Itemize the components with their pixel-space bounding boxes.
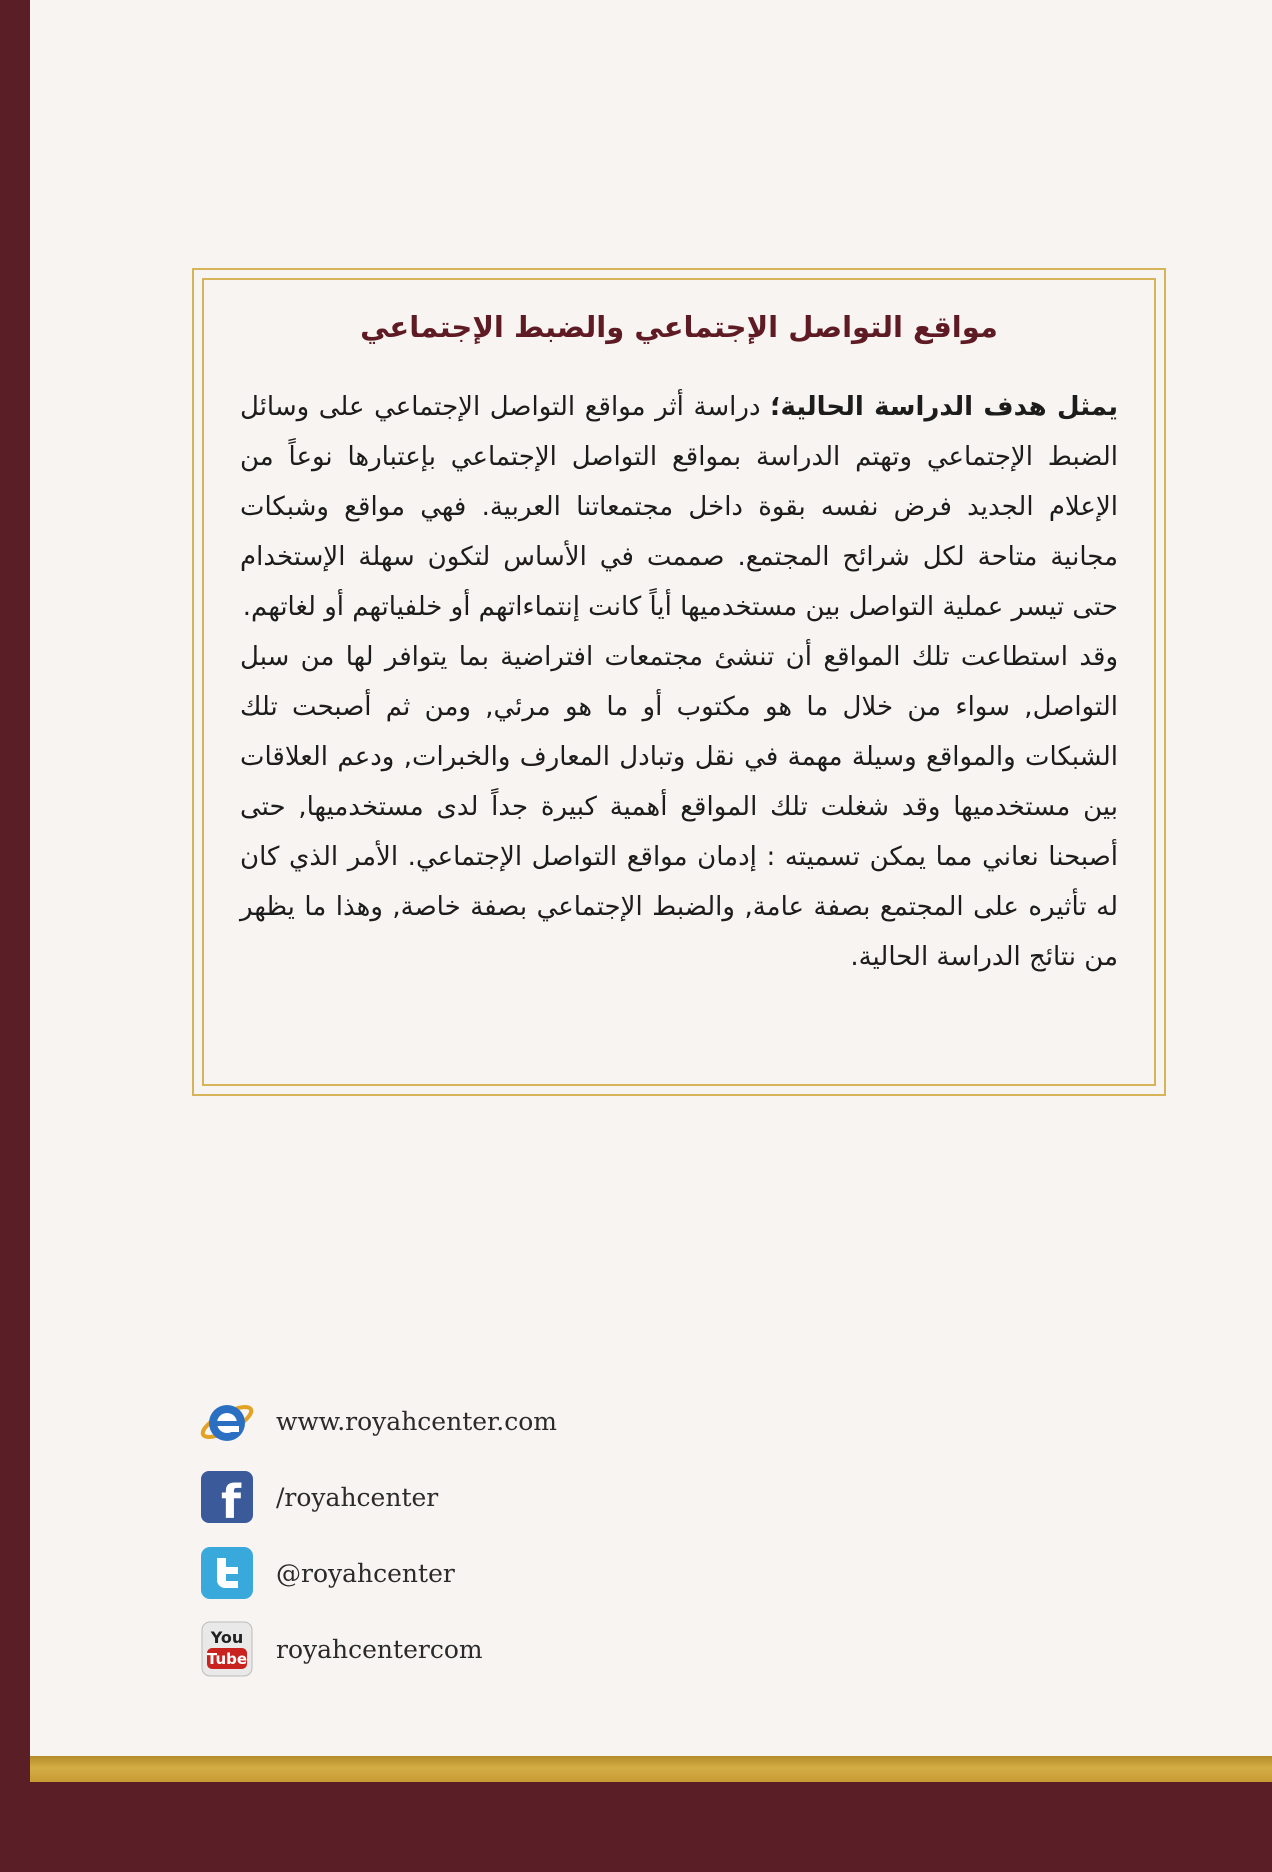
bottom-gold-stripe	[30, 1756, 1272, 1782]
contact-facebook[interactable]	[198, 1466, 618, 1528]
website-text: www.royahcenter.com	[276, 1406, 557, 1436]
internet-explorer-icon	[198, 1392, 256, 1450]
abstract-title: مواقع التواصل الإجتماعي والضبط الإجتماعي	[360, 310, 998, 344]
twitter-text: @royahcenter	[276, 1558, 455, 1588]
youtube-icon-bottom: Tube	[206, 1650, 248, 1668]
facebook-icon	[198, 1468, 256, 1526]
youtube-icon-top: You	[210, 1628, 244, 1647]
contact-twitter[interactable]	[198, 1542, 618, 1604]
bottom-maroon-band	[0, 1782, 1272, 1872]
twitter-icon	[198, 1544, 256, 1602]
left-maroon-band	[0, 0, 30, 1872]
abstract-frame	[192, 268, 1166, 1096]
youtube-icon	[198, 1620, 256, 1678]
abstract-body	[240, 382, 1118, 982]
facebook-icon-glyph: f	[220, 1475, 242, 1524]
abstract-paragraph-1	[240, 382, 1118, 632]
abstract-lead: يمثل هدف الدراسة الحالية؛	[770, 392, 1119, 422]
youtube-text: royahcentercom	[276, 1634, 483, 1664]
contact-youtube[interactable]	[198, 1618, 618, 1680]
abstract-paragraph-2: وقد استطاعت تلك المواقع أن تنشئ مجتمعات افتراضية بما يتوافر لها من سبل التواصل, سواء من خلال ما هو مكتوب أو ما هو مرئي, ومن ثم أصبحت تلك الشبكات والمواقع وسيلة مهمة في نقل وتبادل المعارف والخبرات, ودعم العلاقات بين مستخدميها وقد شغلت تلك المواقع أهمية كبيرة جداً لدى مستخدميها, حتى أصبحنا نعاني مما يمكن تسميته : إدمان مواقع التواصل الإجتماعي. الأمر الذي كان له تأثيره على المجتمع بصفة عامة, والضبط الإجتماعي بصفة خاصة, وهذا ما يظهر من نتائج الدراسة الحالية.	[240, 642, 1118, 972]
facebook-text: /royahcenter	[276, 1482, 439, 1512]
contact-list	[198, 1390, 618, 1694]
contact-website[interactable]	[198, 1390, 618, 1452]
abstract-frame-inner	[202, 278, 1156, 1086]
abstract-paragraph-1-text: دراسة أثر مواقع التواصل الإجتماعي على وسائل الضبط الإجتماعي وتهتم الدراسة بمواقع التواصل الإجتماعي بإعتبارها نوعاً من الإعلام الجديد فرض نفسه بقوة داخل مجتمعاتنا العربية. فهي مواقع وشبكات مجانية متاحة لكل شرائح المجتمع. صممت في الأساس لتكون سهلة الإستخدام حتى تيسر عملية التواصل بين مستخدميها أياً كانت إنتماءاتهم أو خلفياتهم أو لغاتهم.	[240, 392, 1118, 622]
